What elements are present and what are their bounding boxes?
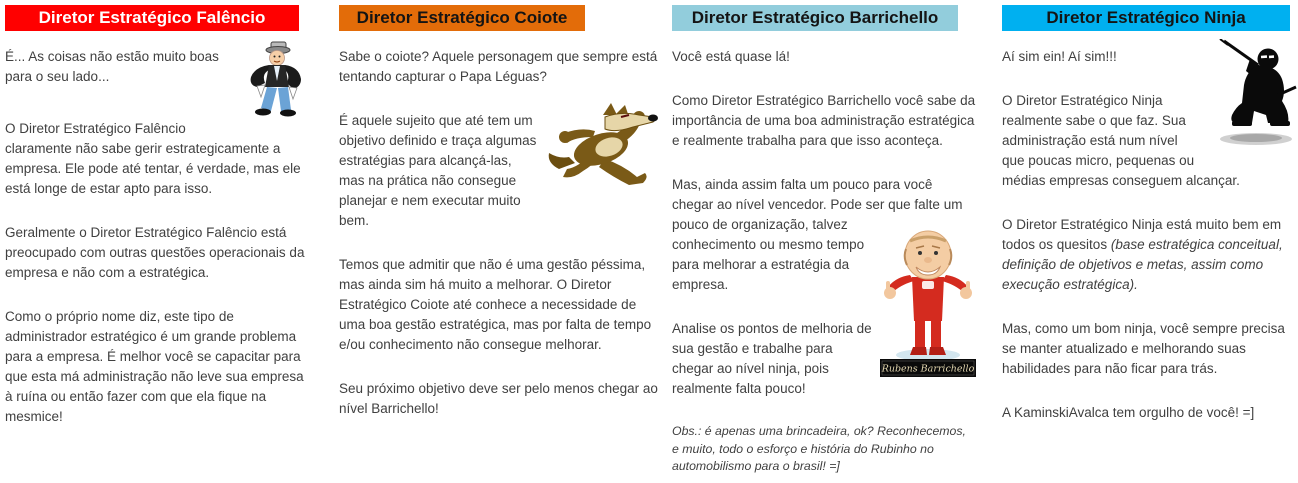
ninja-image <box>1208 39 1298 153</box>
paragraph: O Diretor Estratégico Falêncio claramente não sabe gerir estrategicamente a empresa. Ele pode até tentar, é verdade, mas ele está longe de estar apto para isso. <box>5 121 301 196</box>
paragraph: Temos que admitir que não é uma gestão péssima, mas ainda sim há muito a melhorar. O Diretor Estratégico Coiote até conhece a necessidade de uma boa gestão estratégica, mas por falta de tempo e/ou conhecimento não consegue melhorar. <box>339 257 652 352</box>
coyote-icon <box>545 103 661 191</box>
disclaimer-note: Obs.: é apenas uma brincadeira, ok? Reconhecemos, e muito, todo o esforço e história do Rubinho no automobilismo para o brasil! =] <box>672 424 966 473</box>
paragraph-text: É... As coisas não estão muito boas para o seu lado... <box>5 49 219 84</box>
paragraph-text: Aí sim ein! Aí sim!!! <box>1002 49 1117 64</box>
paragraph: Seu próximo objetivo deve ser pelo menos chegar ao nível Barrichello! <box>339 381 658 416</box>
paragraph <box>1002 47 1298 67</box>
paragraph: O Diretor Estratégico Ninja realmente sabe o que faz. Sua administração está num nível que poucas micro, pequenas ou médias empresas conseguem alcançar. <box>1002 93 1240 188</box>
paragraph: Sabe o coiote? Aquele personagem que sempre está tentando capturar o Papa Léguas? <box>339 49 658 84</box>
paragraph <box>339 111 661 231</box>
paragraph: A KaminskiAvalca tem orgulho de você! =] <box>1002 405 1255 420</box>
paragraph: Como Diretor Estratégico Barrichello você sabe da importância de uma boa administração estratégica e realmente trabalha para que isso aconteça. <box>672 93 976 148</box>
paragraph: Analise os pontos de melhoria de sua gestão e trabalhe para chegar ao nível ninja, pois realmente falta pouco! <box>672 321 872 396</box>
paragraph: Geralmente o Diretor Estratégico Falêncio está preocupado com outras questões operacionais da empresa e não com a estratégica. <box>5 225 305 280</box>
paragraph: Como o próprio nome diz, este tipo de administrador estratégico é um grande problema para a empresa. É melhor você se capacitar para que esta má administração não leve sua empresa à ruína ou então fazer com que ela fique na mesmice! <box>5 309 304 424</box>
header-falencio: Diretor Estratégico Falêncio <box>5 5 299 31</box>
barrichello-icon <box>880 229 976 377</box>
broke-man-image <box>231 41 305 123</box>
paragraph: Você está quase lá! <box>672 49 790 64</box>
ninja-icon <box>1208 39 1298 147</box>
barrichello-nameplate-text: Rubens Barrichello <box>881 363 975 375</box>
barrichello-image <box>880 229 976 383</box>
paragraph <box>5 47 305 87</box>
paragraph-text: O Diretor Estratégico Ninja está muito bem em todos os quesitos <box>1002 217 1282 252</box>
paragraph-text: um pouco de organização, talvez conhecimento ou mesmo tempo para melhorar a estratégia da empresa. <box>672 197 963 292</box>
column-falencio <box>5 5 305 427</box>
column-barrichello <box>672 5 976 476</box>
broke-man-icon <box>231 41 305 117</box>
coyote-image <box>545 103 661 197</box>
header-coiote: Diretor Estratégico Coiote <box>339 5 585 31</box>
header-barrichello: Diretor Estratégico Barrichello <box>672 5 958 31</box>
header-ninja: Diretor Estratégico Ninja <box>1002 5 1290 31</box>
column-ninja <box>1002 5 1298 423</box>
paragraph-text: É aquele sujeito que até tem um objetivo definido e traça algumas estratégias para alcançá-las, mas na prática não consegue planejar e nem executar muito bem. <box>339 113 537 228</box>
paragraph <box>1002 215 1298 295</box>
column-coiote <box>339 5 661 419</box>
paragraph: Mas, como um bom ninja, você sempre precisa se manter atualizado e melhorando suas habilidades para não ficar para trás. <box>1002 321 1285 376</box>
paragraph-text-italic: (base estratégica conceitual, definição de objetivos e metas, assim como execução estratégica). <box>1002 237 1283 292</box>
paragraph-text: Mas, ainda assim falta um pouco para você chegar ao nível vencedor. Pode ser que falte <box>672 177 940 212</box>
